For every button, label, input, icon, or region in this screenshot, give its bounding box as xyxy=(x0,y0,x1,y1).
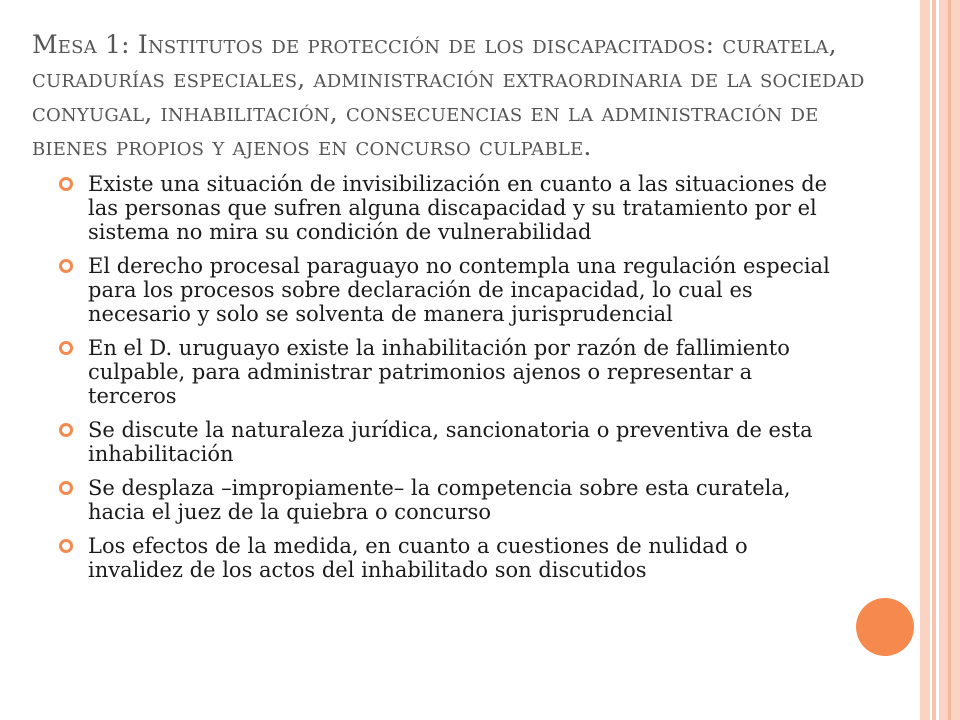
ring-bullet-icon xyxy=(58,480,74,496)
ring-bullet-icon xyxy=(58,340,74,356)
bullet-text: El derecho procesal paraguayo no contempla una regulación especial para los procesos sobre declaración de incapacidad, lo cual es necesario y solo se solventa de manera jurisprudencial xyxy=(88,254,830,326)
bullet-text: Existe una situación de invisibilización en cuanto a las situaciones de las personas que sufren alguna discapacidad y su tratamiento por el sistema no mira su condición de vulnerabilidad xyxy=(88,172,828,244)
bullet-text: Los efectos de la medida, en cuanto a cuestiones de nulidad o invalidez de los actos del inhabilitado son discutidos xyxy=(88,534,748,582)
list-item xyxy=(58,254,838,326)
bullet-text: En el D. uruguayo existe la inhabilitación por razón de fallimiento culpable, para administrar patrimonios ajenos o representar a terceros xyxy=(88,336,790,408)
ring-bullet-icon xyxy=(58,538,74,554)
bullet-list xyxy=(58,172,838,592)
bullet-text: Se discute la naturaleza jurídica, sancionatoria o preventiva de esta inhabilitación xyxy=(88,418,813,466)
list-item xyxy=(58,418,838,466)
bullet-text: Se desplaza –impropiamente– la competencia sobre esta curatela, hacia el juez de la quiebra o concurso xyxy=(88,476,791,524)
side-band-stripe xyxy=(920,0,930,720)
ring-bullet-icon xyxy=(58,176,74,192)
list-item xyxy=(58,336,838,408)
list-item xyxy=(58,476,838,524)
list-item xyxy=(58,534,838,582)
side-band-stripe xyxy=(948,0,951,720)
ring-bullet-icon xyxy=(58,258,74,274)
decorative-circle xyxy=(856,598,914,656)
ring-bullet-icon xyxy=(58,422,74,438)
slide-title: Mesa 1: Institutos de protección de los discapacitados: curatela, curadurías especiales, administración extraordinaria de la sociedad conyugal, inhabilitación, consecuencias en la administración de bienes propios y ajenos en concurso culpable. xyxy=(32,30,865,161)
list-item xyxy=(58,172,838,244)
